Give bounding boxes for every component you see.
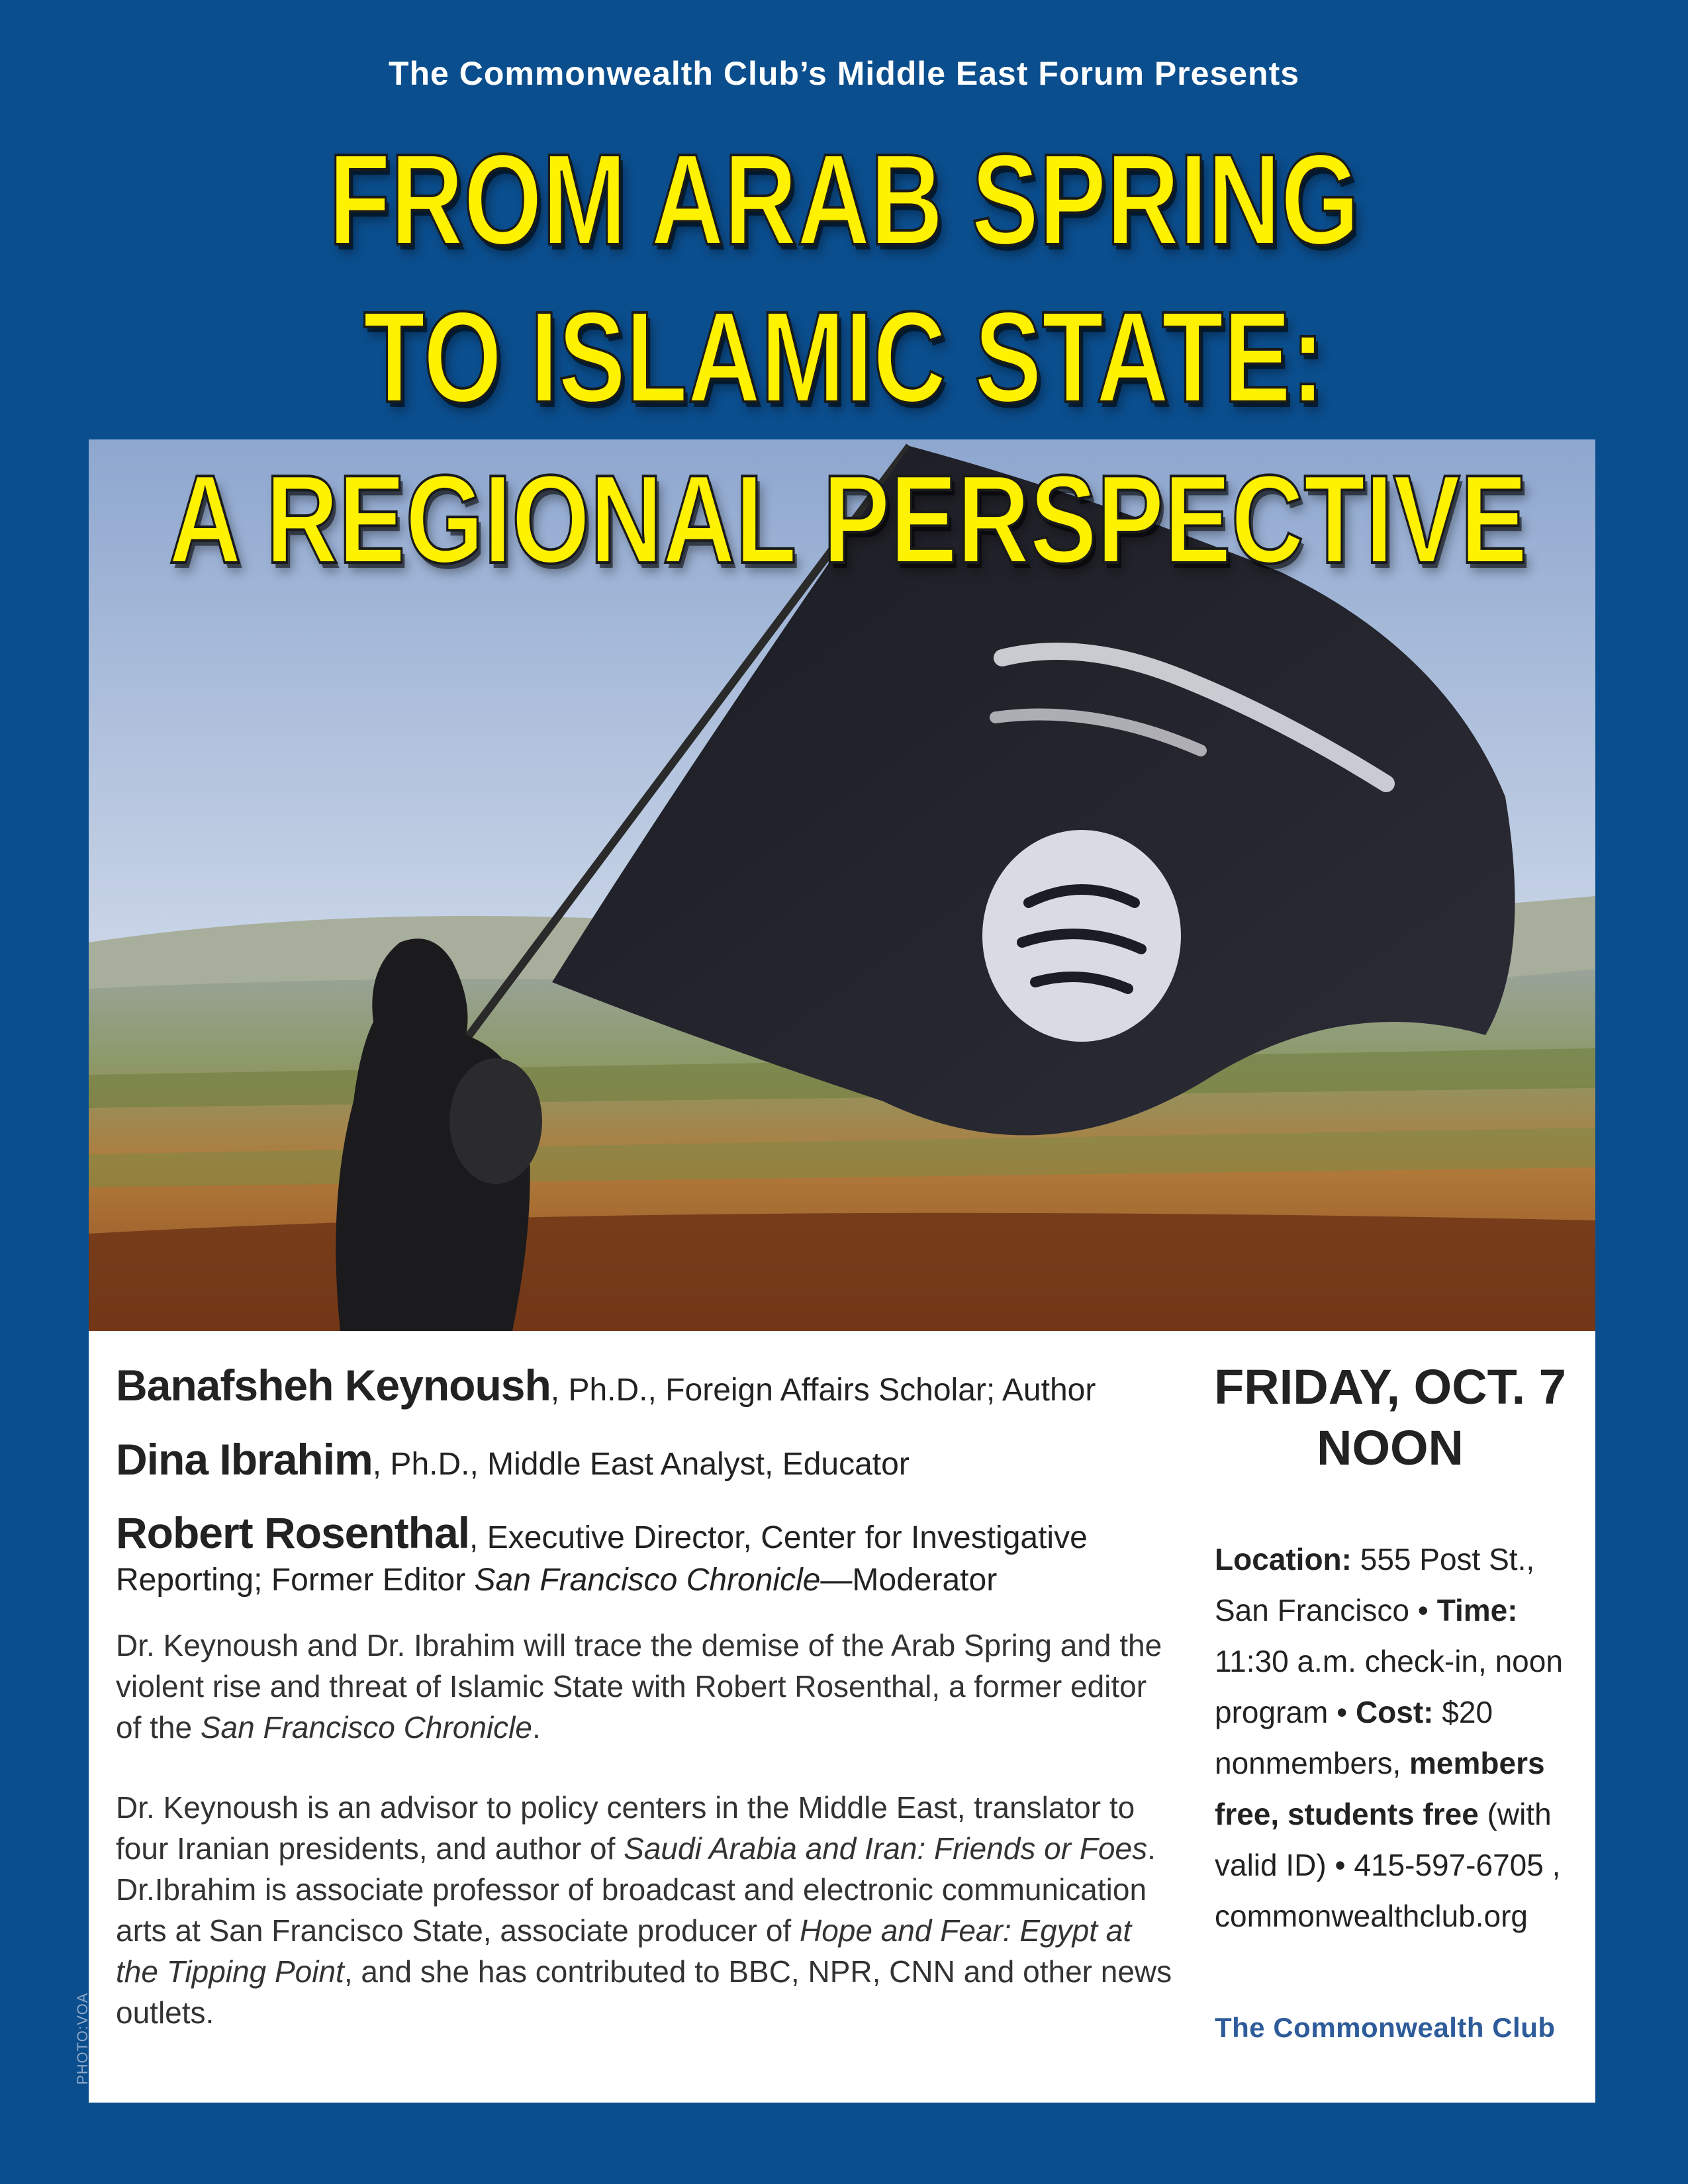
cost-value: $20 nonmembers, [1215,1695,1493,1780]
speaker-name: Banafsheh Keynoush [116,1361,551,1410]
title-line-2: TO ISLAMIC STATE: [363,285,1325,430]
time-label: Time: [1436,1593,1518,1627]
photo-credit: PHOTO:VOA [74,1992,91,2085]
speaker-3 [116,1508,1088,1558]
speaker-description-line2: Reporting; Former Editor [116,1563,475,1598]
speaker-name: Robert Rosenthal [116,1508,470,1557]
location-value: 555 Post St., San Francisco • [1215,1542,1535,1627]
time-value: 11:30 a.m. check-in, noon program • [1215,1644,1563,1729]
speaker-1 [116,1360,1096,1410]
publication-title: San Francisco Chronicle [474,1563,821,1598]
club-name: The Commonwealth Club [1215,2012,1556,2043]
free-admission: members free, students free [1215,1746,1545,1831]
description-paragraph-1 [116,1625,1175,1748]
title-line-3: A REGIONAL PERSPECTIVE [169,449,1528,590]
book-title: Saudi Arabia and Iran: Friends or Foes [624,1831,1148,1866]
cost-label: Cost: [1355,1695,1434,1729]
paragraph-text: Dr. Keynoush is an advisor to policy centers in the Middle East, translator to four Iranian presidents, and author of [116,1790,1135,1866]
speaker-name: Dina Ibrahim [116,1435,373,1484]
event-datetime [1198,1357,1582,1479]
description-paragraph-2 [116,1787,1175,2033]
speaker-description: , Executive Director, Center for Investigative [469,1520,1088,1555]
speaker-description: , Ph.D., Foreign Affairs Scholar; Author [550,1373,1096,1408]
event-details [1215,1534,1572,1942]
speaker-3-continued [116,1562,997,1598]
paragraph-text: . [532,1710,541,1745]
speaker-role: —Moderator [820,1563,998,1598]
speaker-2 [116,1434,910,1484]
paragraph-text: , and she has contributed to BBC, NPR, CNN and other news outlets. [116,1954,1172,2030]
paragraph-text: Dr. Keynoush and Dr. Ibrahim will trace the demise of the Arab Spring and the violent rise and threat of Islamic State with Robert Rosenthal, a former editor of the [116,1628,1162,1745]
location-label: Location: [1215,1542,1352,1576]
event-date: FRIDAY, OCT. 7 [1214,1359,1566,1414]
contact-info: (with valid ID) • 415-597-6705 , commonwealthclub.org [1215,1797,1561,1933]
event-time: NOON [1317,1420,1464,1475]
film-title: Hope and Fear: Egypt at the Tipping Point [116,1913,1132,1989]
speaker-description: , Ph.D., Middle East Analyst, Educator [372,1447,910,1482]
paragraph-text: . Dr.Ibrahim is associate professor of broadcast and electronic communication arts at San Francisco State, associate producer of [116,1831,1156,1948]
title-line-1: FROM ARAB SPRING [328,127,1360,272]
publication-title: San Francisco Chronicle [200,1710,532,1745]
presenter-line: The Commonwealth Club’s Middle East Forum Presents [388,55,1300,92]
